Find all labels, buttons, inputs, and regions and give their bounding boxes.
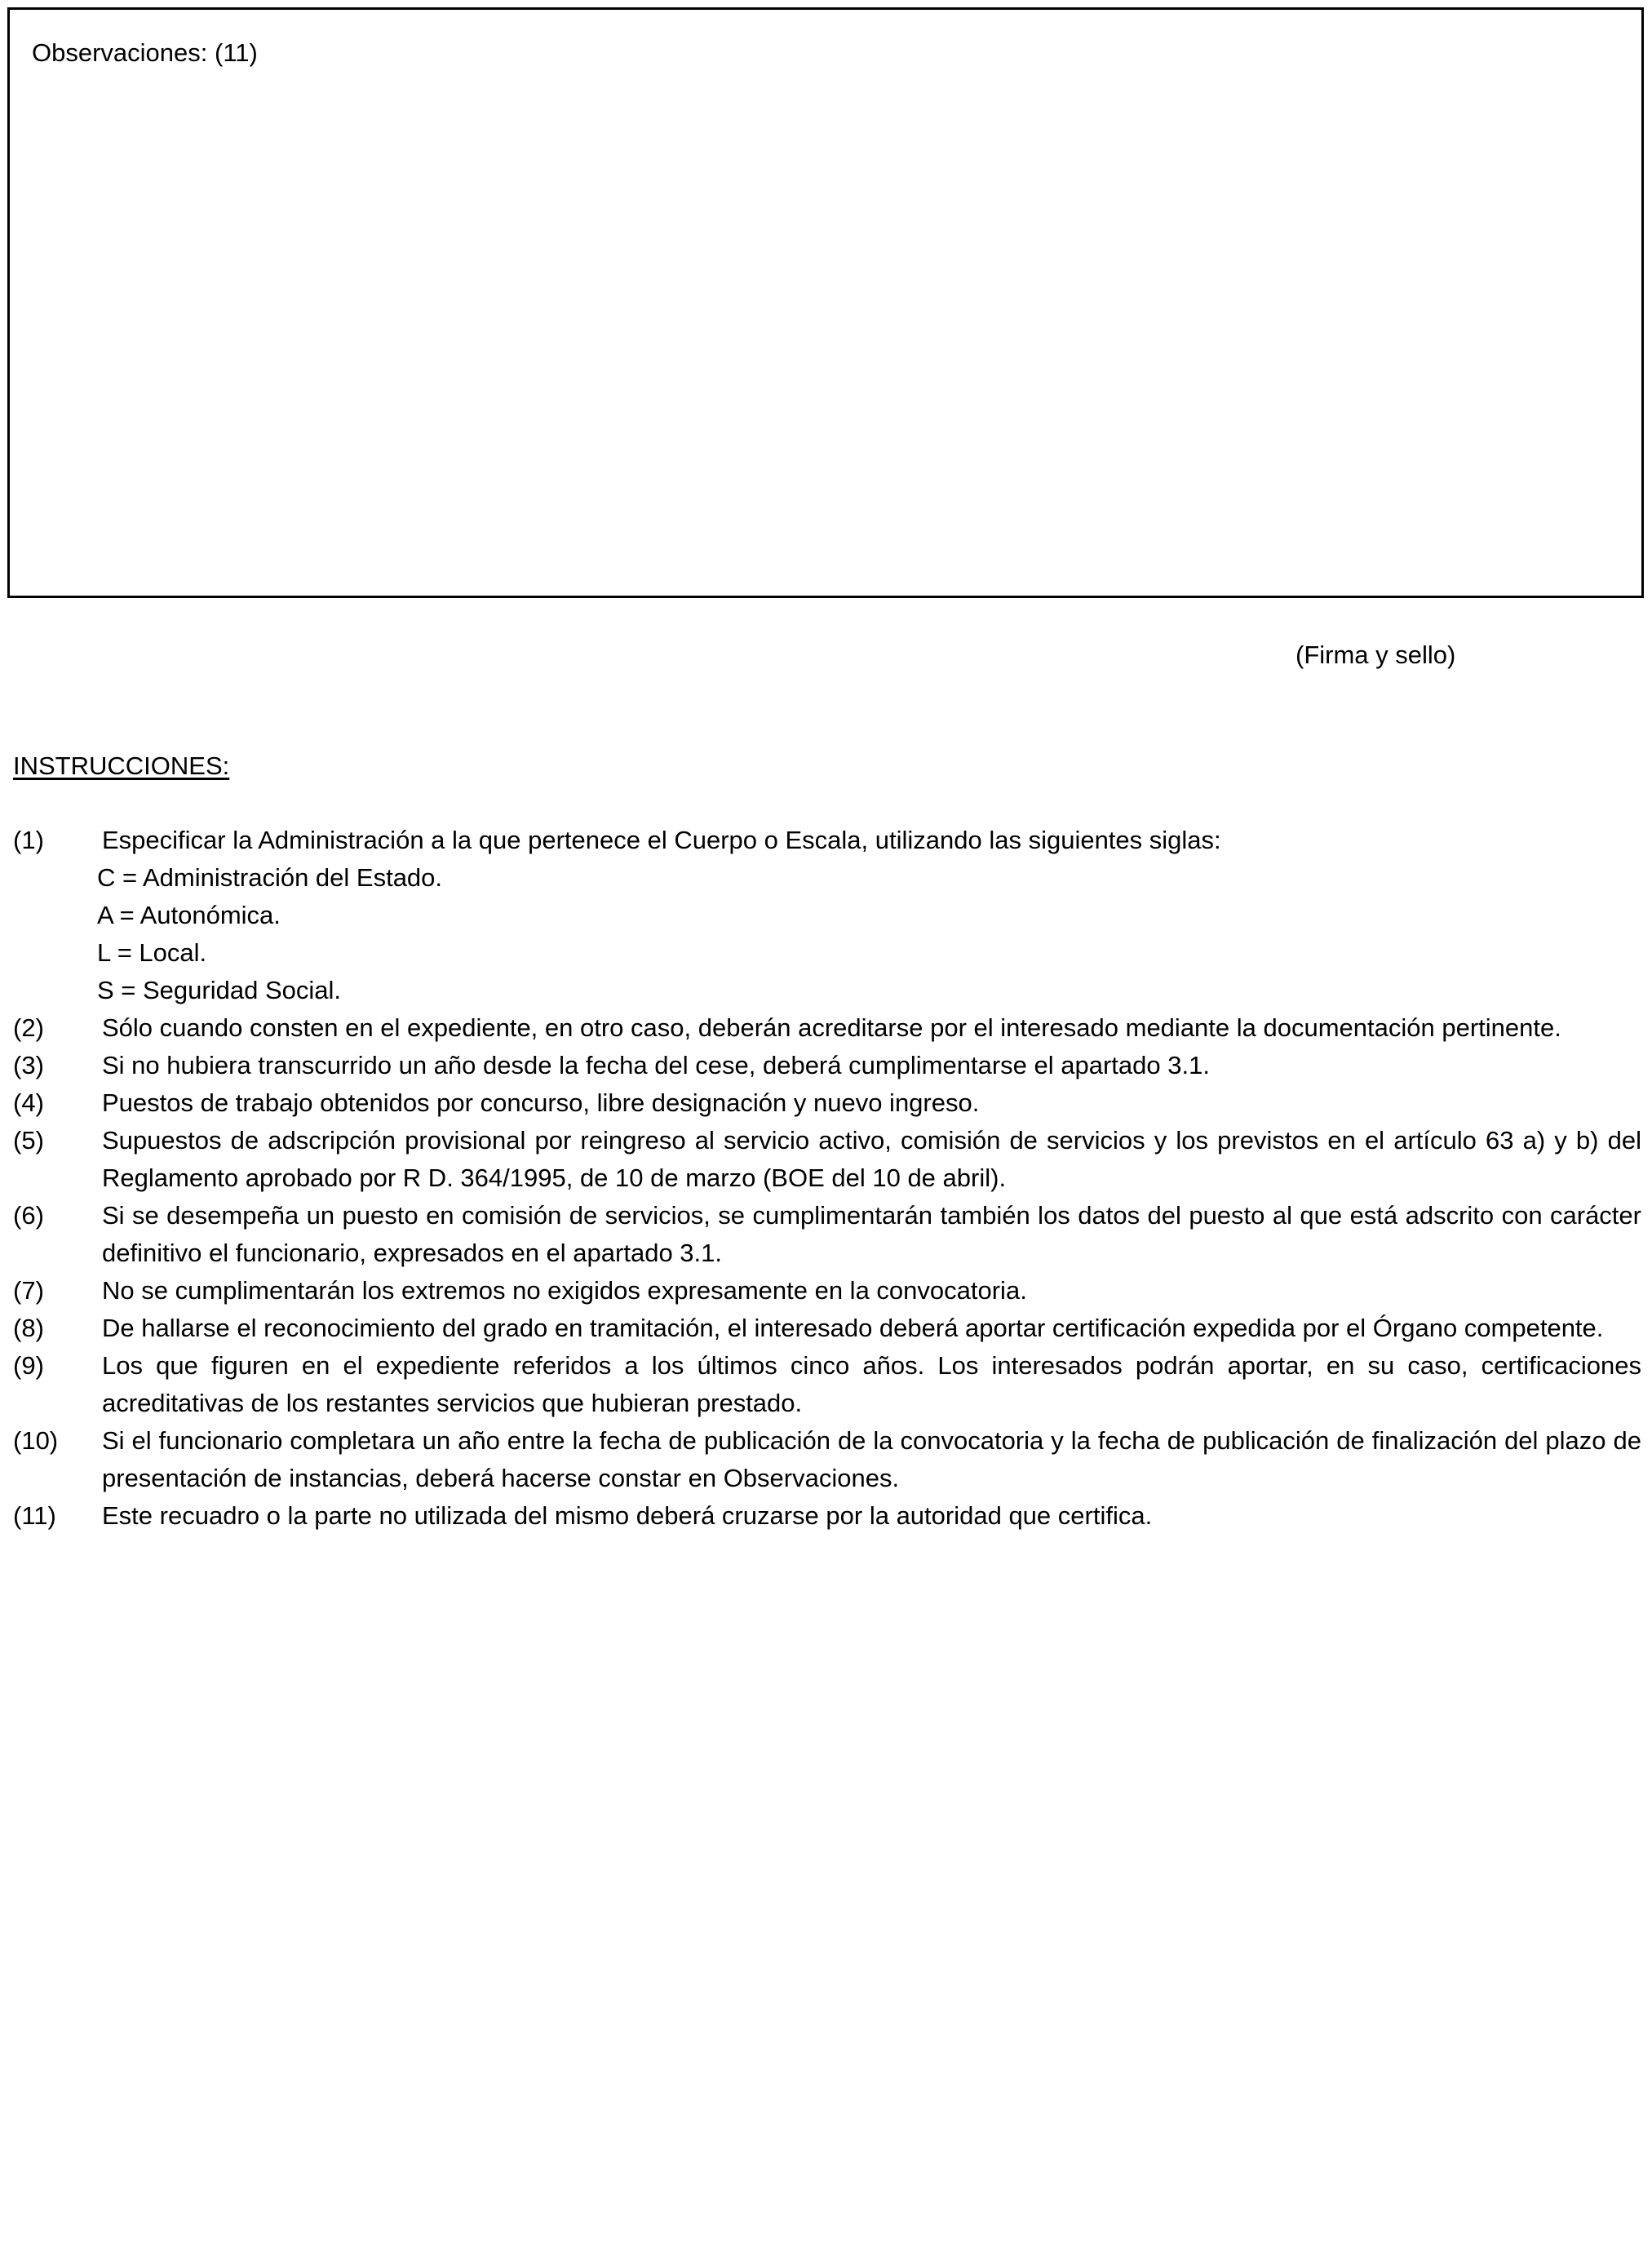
instruccion-number: (9)	[13, 1351, 44, 1380]
firma-y-sello: (Firma y sello)	[1295, 640, 1456, 669]
instruccion-text: Sólo cuando consten en el expediente, en otro caso, deberán acreditarse por el interesado mediante la documentación pertinente.	[102, 1013, 1561, 1042]
instruccion-2	[13, 1009, 1641, 1047]
instruccion-number: (11)	[13, 1501, 56, 1530]
instruccion-text: No se cumplimentarán los extremos no exigidos expresamente en la convocatoria.	[102, 1276, 1027, 1305]
instruccion-number: (7)	[13, 1276, 44, 1305]
instruccion-text: De hallarse el reconocimiento del grado en tramitación, el interesado deberá aportar certificación expedida por el Órgano competente.	[102, 1314, 1604, 1342]
instruccion-text: Este recuadro o la parte no utilizada del mismo deberá cruzarse por la autoridad que certifica.	[102, 1501, 1153, 1530]
instrucciones-heading: INSTRUCCIONES:	[13, 751, 230, 780]
instruccion-number: (6)	[13, 1201, 44, 1230]
instruccion-text: Especificar la Administración a la que pertenece el Cuerpo o Escala, utilizando las siguientes siglas:	[102, 826, 1221, 854]
instruccion-7	[13, 1272, 1641, 1310]
instruccion-5	[13, 1122, 1641, 1197]
instruccion-number: (8)	[13, 1314, 44, 1342]
instruccion-4	[13, 1084, 1641, 1122]
instruccion-number: (5)	[13, 1126, 44, 1155]
sigla-c: C = Administración del Estado.	[97, 863, 443, 892]
instruccion-number: (1)	[13, 826, 44, 854]
sigla-s: S = Seguridad Social.	[97, 976, 341, 1004]
instrucciones-list	[13, 822, 1641, 1535]
sigla-a: A = Autonómica.	[97, 901, 281, 929]
instruccion-text: Los que figuren en el expediente referidos a los últimos cinco años. Los interesados podrán aportar, en su caso, certificaciones acreditativas de los restantes servicios que hubieran prestado.	[102, 1351, 1641, 1417]
instruccion-number: (3)	[13, 1051, 44, 1079]
instruccion-text: Puestos de trabajo obtenidos por concurso, libre designación y nuevo ingreso.	[102, 1088, 980, 1117]
instruccion-text: Si el funcionario completara un año entre la fecha de publicación de la convocatoria y la fecha de publicación de finalización del plazo de presentación de instancias, deberá hacerse constar en Observaciones.	[102, 1426, 1641, 1492]
instruccion-text: Si se desempeña un puesto en comisión de servicios, se cumplimentarán también los datos del puesto al que está adscrito con carácter definitivo el funcionario, expresados en el apartado 3.1.	[102, 1201, 1641, 1267]
instruccion-10	[13, 1422, 1641, 1497]
instruccion-6	[13, 1197, 1641, 1272]
instruccion-3	[13, 1047, 1641, 1084]
instruccion-1	[13, 822, 1641, 859]
sigla-l: L = Local.	[97, 938, 207, 967]
instruccion-11	[13, 1497, 1641, 1535]
instruccion-8	[13, 1310, 1641, 1347]
instruccion-number: (2)	[13, 1013, 44, 1042]
instruccion-number: (10)	[13, 1426, 59, 1455]
observaciones-box	[7, 7, 1644, 598]
observaciones-label: Observaciones: (11)	[32, 38, 258, 67]
instruccion-number: (4)	[13, 1088, 44, 1117]
instruccion-text: Supuestos de adscripción provisional por reingreso al servicio activo, comisión de servicios y los previstos en el artículo 63 a) y b) del Reglamento aprobado por R D. 364/1995, de 10 de marzo (BOE del 10 de abril).	[102, 1126, 1641, 1192]
instruccion-9	[13, 1347, 1641, 1422]
instruccion-text: Si no hubiera transcurrido un año desde la fecha del cese, deberá cumplimentarse el apartado 3.1.	[102, 1051, 1210, 1079]
